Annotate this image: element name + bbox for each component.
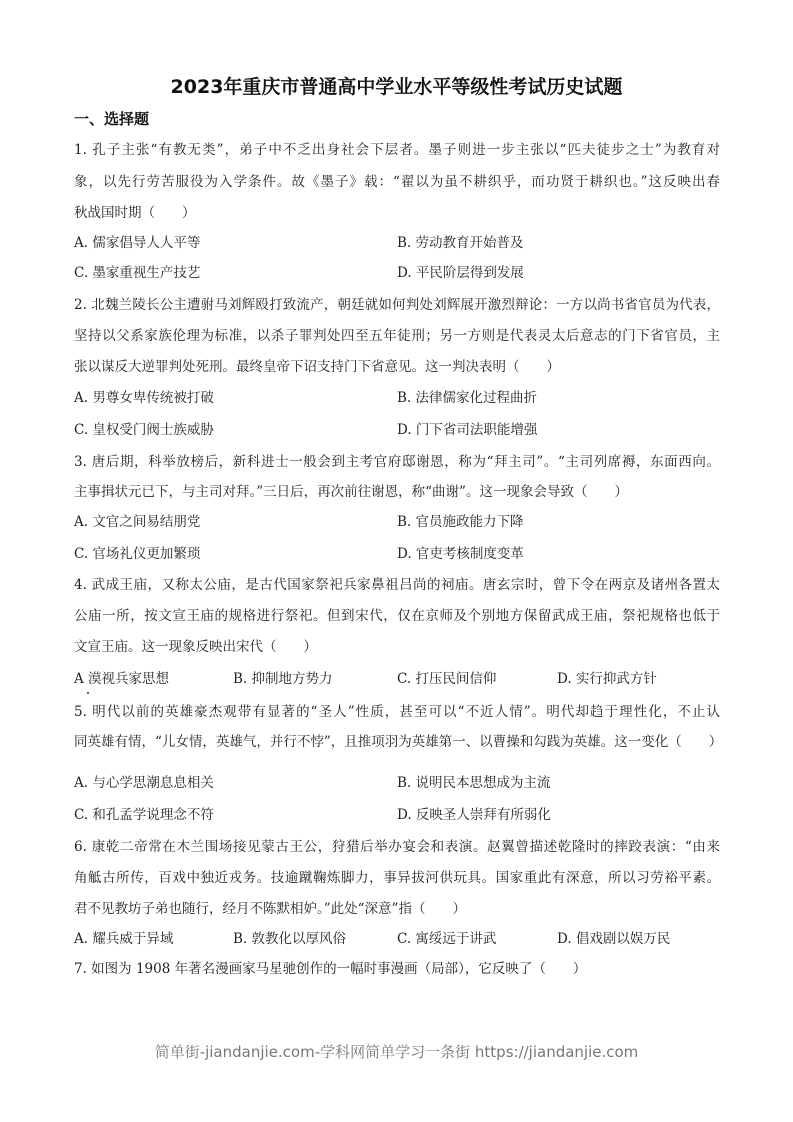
question-3-text-line: 3. 唐后期，科举放榜后，新科进士一般会到主考官府邸谢恩，称为“拜主司”。“主司列席褥，东面西向。 [74,454,720,470]
question-5-text-line: 5. 明代以前的英雄豪杰观带有显著的“圣人”性质，甚至可以“不近人情”。明代却趋于理性化，不止认 [74,704,720,720]
question-6-text-line: 君不见教坊子弟也随行，经月不陈默相妒。”此处“深意”指（ ） [74,901,466,917]
question-2-option-A: A. 男尊女卑传统被打破 [74,390,214,406]
question-1-text-line: 1. 孔子主张“有教无类”，弟子中不乏出身社会下层者。墨子则进一步主张以“匹夫徒步之士”为教育对 [74,142,720,158]
question-4-text-line: 文宣王庙。这一现象反映出宋代（ ） [74,639,317,655]
question-5-option-D: D. 反映圣人崇拜有所弱化 [397,807,551,823]
question-6-text-line: 角觝古所传，百戏中独近戎务。技逾蹴鞠炼脚力，事异拔河供玩具。国家重此有深意，所以习劳裕平素。 [74,870,720,886]
question-1-text-line: 秋战国时期（ ） [74,205,196,221]
question-3-option-A: A. 文官之间易结朋党 [74,514,201,530]
section-heading: 一、选择题 [74,110,150,128]
question-1-option-C: C. 墨家重视生产技艺 [74,265,201,281]
question-6-option-C: C. 寓绥远于讲武 [397,931,497,947]
question-4-option-C: C. 打压民间信仰 [397,671,497,687]
question-4-text-line: 4. 武成王庙，又称太公庙，是古代国家祭祀兵家鼻祖吕尚的祠庙。唐玄宗时，曾下令在两京及诸州各置太 [74,577,720,593]
question-4-option-B: B. 抑制地方势力 [233,671,333,687]
stray-mark [87,692,89,694]
question-6-option-B: B. 敦教化以厚风俗 [233,931,347,947]
question-5-text-line: 同英雄有情，“儿女情，英雄气，并行不悖”，且推项羽为英雄第一、以曹操和勾践为英雄。这一变化（ ） [74,734,723,750]
question-1-text-line: 象，以先行劳苦服役为入学条件。故《墨子》载：“翟以为虽不耕织乎，而功贤于耕织也。”这反映出春 [74,174,720,190]
question-2-option-D: D. 门下省司法职能增强 [397,422,538,438]
question-1-option-B: B. 劳动教育开始普及 [397,235,524,251]
question-3-option-D: D. 官吏考核制度变革 [397,546,524,562]
question-4-option-A: A 漠视兵家思想 [74,671,170,687]
question-6-option-A: A. 耀兵威于异域 [74,931,174,947]
question-7-text-line: 7. 如图为 1908 年著名漫画家马星驰创作的一幅时事漫画（局部），它反映了（ ） [74,961,587,977]
question-6-option-D: D. 倡戏剧以娱万民 [557,931,671,947]
question-4-text-line: 公庙一所，按文宣王庙的规格进行祭祀。但到宋代，仅在京师及个别地方保留武成王庙，祭祀规格也低于 [74,608,720,624]
question-5-option-A: A. 与心学思潮息息相关 [74,775,214,791]
question-3-option-B: B. 官员施政能力下降 [397,514,524,530]
question-2-option-C: C. 皇权受门阀士族威胁 [74,422,214,438]
question-3-text-line: 主事揖状元已下，与主司对拜。”三日后，再次前往谢恩，称“曲谢”。这一现象会导致（ ） [74,484,628,500]
question-3-option-C: C. 官场礼仪更加繁琐 [74,546,201,562]
document-title: 2023年重庆市普通高中学业水平等级性考试历史试题 [170,76,623,98]
question-6-text-line: 6. 康乾二帝常在木兰围场接见蒙古王公，狩猎后举办宴会和表演。赵翼曾描述乾隆时的摔跤表演：“由来 [74,839,720,855]
watermark-footer: 简单街-jiandanjie.com-学科网简单学习一条街 https://jiandanjie.com [154,1043,639,1061]
question-2-text-line: 坚持以父系家族伦理为标准，以杀子罪判处四至五年徒刑；另一方则是代表灵太后意志的门下省官员，主 [74,328,720,344]
question-4-option-D: D. 实行抑武方针 [557,671,657,687]
question-2-text-line: 张以谋反大逆罪判处死刑。最终皇帝下诏支持门下省意见。这一判决表明（ ） [74,359,560,375]
question-2-text-line: 2. 北魏兰陵长公主遭驸马刘辉殴打致流产，朝廷就如何判处刘辉展开激烈辩论：一方以尚书省官员为代表， [74,297,720,313]
question-1-option-A: A. 儒家倡导人人平等 [74,235,201,251]
question-5-option-C: C. 和孔孟学说理念不符 [74,807,214,823]
question-2-option-B: B. 法律儒家化过程曲折 [397,390,538,406]
question-5-option-B: B. 说明民本思想成为主流 [397,775,551,791]
question-1-option-D: D. 平民阶层得到发展 [397,265,524,281]
